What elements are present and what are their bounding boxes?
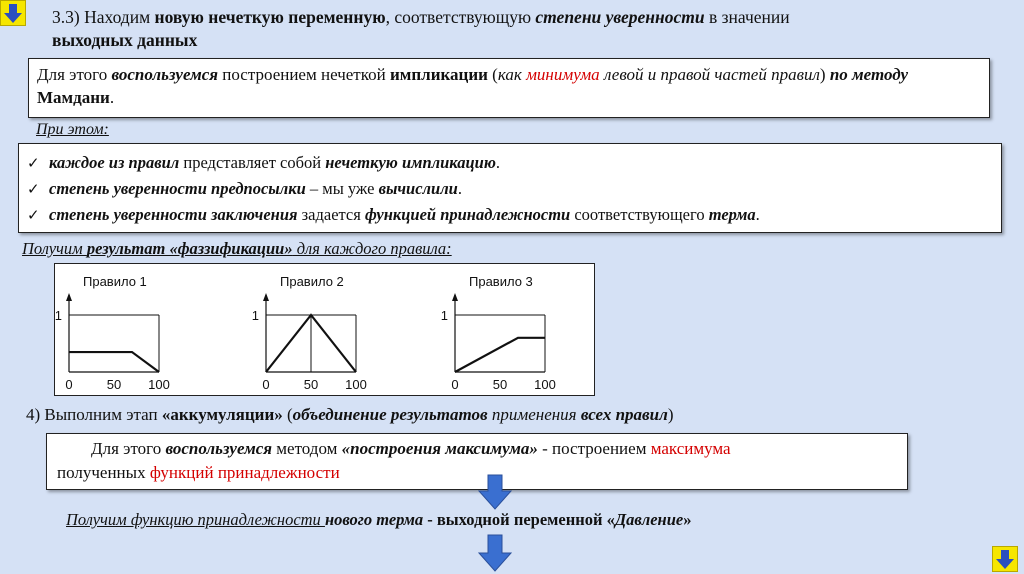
x-tick-label: 0: [262, 377, 270, 392]
text: воспользуемся: [111, 65, 219, 84]
rules-chart-box: [54, 263, 595, 396]
text: .: [109, 88, 115, 107]
final-conclusion: [66, 510, 691, 530]
text: импликации: [389, 65, 488, 84]
y-tick-label: 1: [440, 308, 448, 323]
x-tick-label: 50: [106, 377, 122, 392]
text: Получим: [22, 239, 87, 258]
text: результат «фаззификации»: [86, 239, 293, 258]
text: .: [755, 205, 760, 224]
text: – мы уже: [305, 179, 379, 198]
y-tick-label: 1: [251, 308, 259, 323]
y-tick-label: 1: [55, 308, 62, 323]
x-tick-label: 50: [303, 377, 319, 392]
check-icon: ✓: [27, 206, 40, 224]
title-text: выходных данных: [52, 30, 198, 50]
accumulation-step: [26, 405, 674, 425]
title-text: в значении: [704, 7, 790, 27]
text: Для этого: [37, 65, 112, 84]
text: (: [487, 65, 498, 84]
text: всех правил: [580, 405, 668, 424]
down-arrow-icon: [993, 547, 1017, 571]
x-tick-label: 50: [492, 377, 508, 392]
title-text: степени уверенности: [535, 7, 705, 27]
text: «аккумуляции»: [161, 405, 283, 424]
text: терма: [708, 205, 756, 224]
text: .: [457, 179, 462, 198]
title-text: новую нечеткую переменную: [154, 7, 386, 27]
x-tick-label: 100: [345, 377, 367, 392]
pri-etom-label: При этом:: [36, 121, 109, 138]
text: вычислили: [378, 179, 458, 198]
text: «построения максимума»: [341, 439, 538, 458]
text: Давление: [614, 510, 684, 529]
text: для каждого правила:: [292, 239, 452, 258]
text: степень уверенности предпосылки: [49, 179, 306, 198]
text: -: [423, 510, 437, 529]
x-tick-label: 0: [65, 377, 73, 392]
x-tick-label: 0: [451, 377, 459, 392]
text: функций принадлежности: [149, 463, 340, 482]
chart-title: Правило 2: [280, 274, 344, 289]
chart-title: Правило 1: [83, 274, 147, 289]
series-line: [69, 352, 159, 372]
text: левой и правой частей правил: [599, 65, 820, 84]
text: объединение результатов: [292, 405, 488, 424]
text: функцией принадлежности: [364, 205, 571, 224]
text: степень уверенности заключения: [49, 205, 298, 224]
bullet-list-box: [18, 143, 1002, 233]
title-text: 3.3) Находим: [52, 7, 155, 27]
text: соответствующего: [570, 205, 709, 224]
text: нечеткую импликацию: [325, 153, 496, 172]
maximum-method-box: [46, 433, 908, 490]
slide-title: [52, 6, 972, 52]
text: Мамдани: [37, 88, 110, 107]
check-icon: ✓: [27, 154, 40, 172]
text: 4) Выполним этап: [26, 405, 162, 424]
y-axis-arrow: [452, 293, 458, 301]
text: методом: [272, 439, 342, 458]
text: минимума: [526, 65, 600, 84]
text: по методу: [829, 65, 909, 84]
down-arrow-icon: [478, 474, 512, 510]
text: применения: [487, 405, 581, 424]
down-arrow-icon: [478, 534, 512, 572]
text: воспользуемся: [165, 439, 273, 458]
text: Получим функцию принадлежности: [66, 510, 325, 529]
series-line: [455, 338, 545, 372]
text: выходной переменной «: [436, 510, 615, 529]
rules-chart: [55, 264, 593, 394]
title-text: , соответствующую: [385, 7, 536, 27]
text: нового терма: [324, 510, 424, 529]
chart-title: Правило 3: [469, 274, 533, 289]
text: ): [819, 65, 830, 84]
check-icon: ✓: [27, 180, 40, 198]
nav-down-button-top[interactable]: [0, 0, 26, 26]
text: каждое из правил: [49, 153, 180, 172]
fuzzification-heading: [22, 239, 452, 259]
text: представляет собой: [179, 153, 326, 172]
x-tick-label: 100: [534, 377, 556, 392]
text: »: [683, 510, 692, 529]
implication-box: [28, 58, 990, 118]
text: максимума: [650, 439, 731, 458]
text: задается: [297, 205, 365, 224]
y-axis-arrow: [263, 293, 269, 301]
list-item: [27, 150, 993, 176]
list-item: [27, 202, 993, 228]
x-tick-label: 100: [148, 377, 170, 392]
down-arrow-icon: [1, 1, 25, 25]
list-item: [27, 176, 993, 202]
text: ): [667, 405, 674, 424]
nav-down-button-bottom[interactable]: [992, 546, 1018, 572]
text: полученных: [57, 463, 150, 482]
text: построением нечеткой: [218, 65, 390, 84]
text: - построением: [537, 439, 651, 458]
y-axis-arrow: [66, 293, 72, 301]
text: (: [282, 405, 293, 424]
text: как: [497, 65, 527, 84]
text: .: [495, 153, 500, 172]
text: Для этого: [91, 439, 166, 458]
